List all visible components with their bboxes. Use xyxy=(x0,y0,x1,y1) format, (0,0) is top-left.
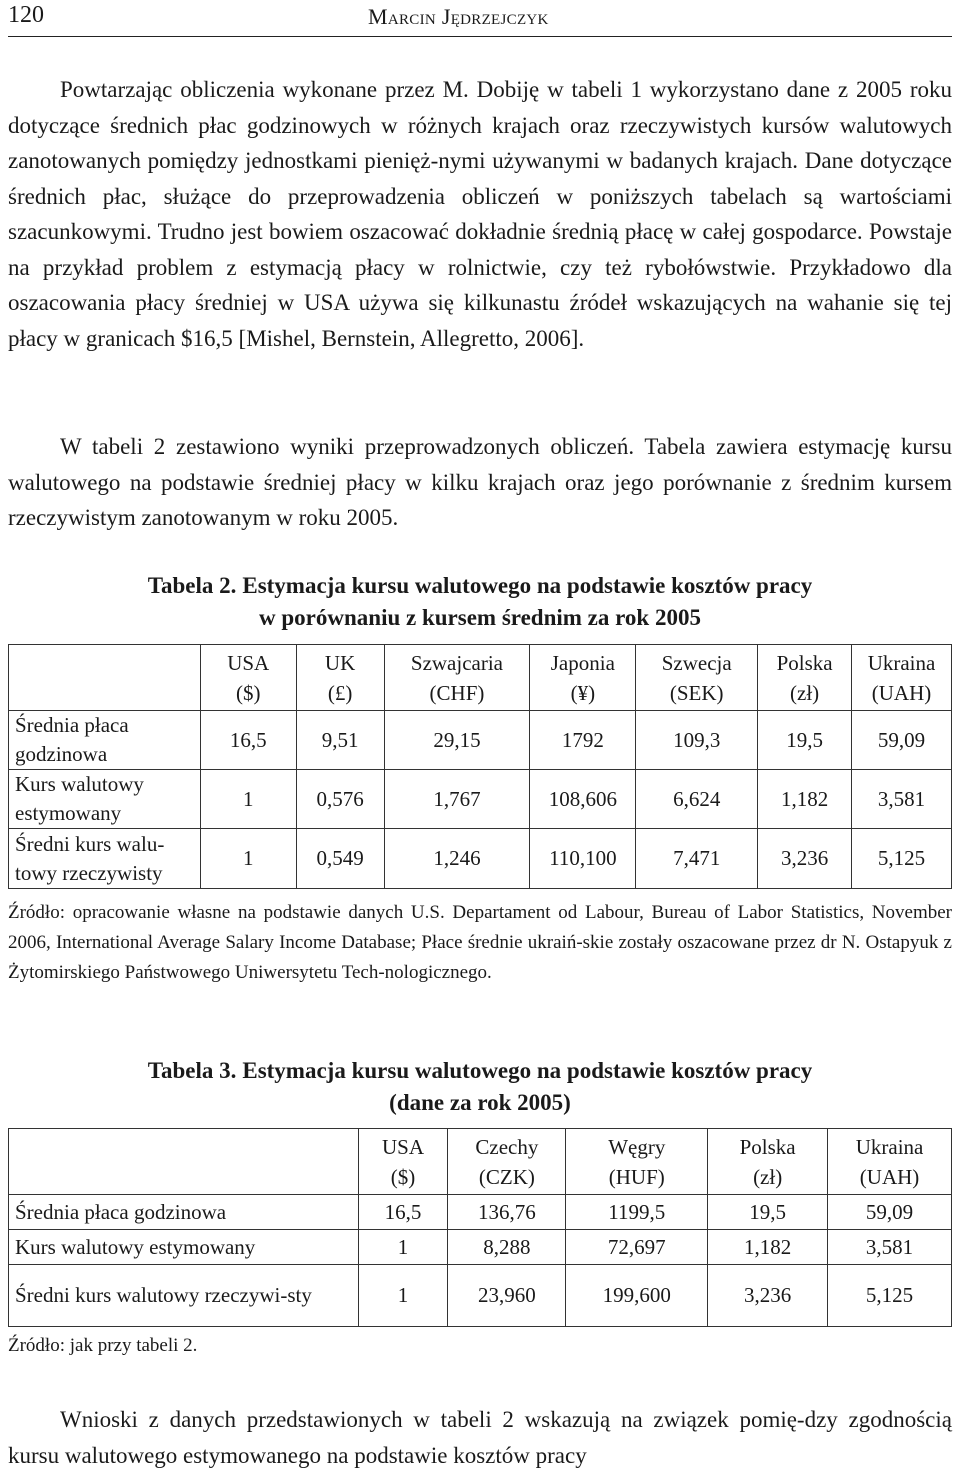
table3-col-header: Węgry (HUF) xyxy=(566,1129,708,1195)
table2-cell: 1 xyxy=(200,829,296,889)
table3-row-label: Średni kurs walutowy rzeczywi-sty xyxy=(9,1265,359,1327)
table3-caption-line2: (dane za rok 2005) xyxy=(389,1090,571,1115)
table2-row xyxy=(9,829,952,889)
table2-caption xyxy=(0,570,960,634)
table3-header-row xyxy=(9,1129,952,1195)
table2-col-header: Japonia (¥) xyxy=(530,645,636,711)
table2-col-header: Szwajcaria (CHF) xyxy=(384,645,530,711)
table2-caption-line2: w porównaniu z kursem średnim za rok 2005 xyxy=(259,605,701,630)
closing-paragraph: Wnioski z danych przedstawionych w tabeli 2 wskazują na związek pomię-dzy zgodnością kursu walutowego estymowanego na podstawie kosztów pracy xyxy=(8,1407,952,1468)
table3-corner xyxy=(9,1129,359,1195)
table2-cell: 3,236 xyxy=(758,829,852,889)
table3-row xyxy=(9,1195,952,1230)
table2-caption-lead: Tabela 2. xyxy=(147,573,237,598)
table2-row-label: Kurs walutowy estymowany xyxy=(9,770,201,829)
table2-cell: 7,471 xyxy=(636,829,758,889)
table3-row-label: Kurs walutowy estymowany xyxy=(9,1230,359,1265)
table2-row-label: Średni kurs walu-towy rzeczywisty xyxy=(9,829,201,889)
table3-col-header: Polska (zł) xyxy=(708,1129,828,1195)
table3-row xyxy=(9,1230,952,1265)
table3-cell: 1 xyxy=(358,1230,448,1265)
table2-cell: 3,581 xyxy=(852,770,952,829)
table2-cell: 1 xyxy=(200,770,296,829)
table3-cell: 8,288 xyxy=(448,1230,566,1265)
table2-cell: 29,15 xyxy=(384,711,530,770)
table2-cell: 108,606 xyxy=(530,770,636,829)
table2-col-header: Ukraina (UAH) xyxy=(852,645,952,711)
table3-cell: 23,960 xyxy=(448,1265,566,1327)
table2 xyxy=(8,644,952,889)
paragraph-1: Powtarzając obliczenia wykonane przez M. Dobiję w tabeli 1 wykorzystano dane z 2005 roku dotyczące średnich płac godzinowych w różnych krajach oraz rzeczywistych kursów walutowych zanotowanych pomiędzy jednostkami pienięż-nymi używanymi w badanych krajach. Dane dotyczące średnich płac, służące do przeprowadzenia obliczeń w poniższych tabelach są wartościami szacunkowymi. Trudno jest bowiem oszacować dokładnie średnią płacę w całej gospodarce. Powstaje na przykład problem z estymacją płacy w rolnictwie, czy też rybołówstwie. Przykładowo dla oszacowania płacy średniej w USA używa się kilkunastu źródeł wskazujących na wahanie się tej płacy w granicach $16,5 [Mishel, Bernstein, Allegretto, 2006]. xyxy=(8,77,952,351)
table3-row xyxy=(9,1265,952,1327)
table2-col-header: USA ($) xyxy=(200,645,296,711)
table2-caption-line1: Estymacja kursu walutowego na podstawie kosztów pracy xyxy=(242,573,813,598)
running-title: Marcin Jędrzejczyk xyxy=(368,4,549,29)
table3-cell: 19,5 xyxy=(708,1195,828,1230)
table2-cell: 0,576 xyxy=(296,770,384,829)
table3-col-header: Czechy (CZK) xyxy=(448,1129,566,1195)
table3-caption-line1: Estymacja kursu walutowego na podstawie kosztów pracy xyxy=(242,1058,813,1083)
table2-cell: 1,182 xyxy=(758,770,852,829)
table2-cell: 1,246 xyxy=(384,829,530,889)
table3-caption-lead: Tabela 3. xyxy=(147,1058,237,1083)
table3-cell: 1199,5 xyxy=(566,1195,708,1230)
table3-cell: 136,76 xyxy=(448,1195,566,1230)
table3-cell: 199,600 xyxy=(566,1265,708,1327)
table2-row-label: Średnia płaca godzinowa xyxy=(9,711,201,770)
table3-source: Źródło: jak przy tabeli 2. xyxy=(8,1335,198,1356)
table3-col-header: Ukraina (UAH) xyxy=(828,1129,952,1195)
table2-header-row xyxy=(9,645,952,711)
table2-cell: 110,100 xyxy=(530,829,636,889)
table3-cell: 59,09 xyxy=(828,1195,952,1230)
table2-cell: 1,767 xyxy=(384,770,530,829)
table3 xyxy=(8,1128,952,1327)
table2-cell: 16,5 xyxy=(200,711,296,770)
table2-cell: 1792 xyxy=(530,711,636,770)
paragraph-2: W tabeli 2 zestawiono wyniki przeprowadzonych obliczeń. Tabela zawiera estymację kursu walutowego na podstawie średniej płacy w kilku krajach oraz jego porównanie z średnim kursem rzeczywistym zanotowanym w roku 2005. xyxy=(8,434,952,530)
table3-cell: 3,581 xyxy=(828,1230,952,1265)
table3-row-label: Średnia płaca godzinowa xyxy=(9,1195,359,1230)
table3-cell: 16,5 xyxy=(358,1195,448,1230)
table2-source: Źródło: opracowanie własne na podstawie danych U.S. Departament od Labour, Bureau of Labor Statistics, November 2006, International Average Salary Income Database; Płace średnie ukraiń-skie zostały oszacowane przez dr N. Ostapyuk z Żytomirskiego Państwowego Uniwersytetu Tech-nologicznego. xyxy=(8,902,952,983)
table2-row xyxy=(9,770,952,829)
table3-cell: 1 xyxy=(358,1265,448,1327)
table2-cell: 109,3 xyxy=(636,711,758,770)
table2-cell: 59,09 xyxy=(852,711,952,770)
table2-col-header: Polska (zł) xyxy=(758,645,852,711)
table2-col-header: UK (£) xyxy=(296,645,384,711)
table2-col-header: Szwecja (SEK) xyxy=(636,645,758,711)
table2-cell: 0,549 xyxy=(296,829,384,889)
table3-cell: 5,125 xyxy=(828,1265,952,1327)
page-header xyxy=(8,0,952,37)
table2-cell: 9,51 xyxy=(296,711,384,770)
table2-row xyxy=(9,711,952,770)
table2-cell: 6,624 xyxy=(636,770,758,829)
table2-cell: 19,5 xyxy=(758,711,852,770)
table3-cell: 72,697 xyxy=(566,1230,708,1265)
table3-cell: 3,236 xyxy=(708,1265,828,1327)
table3-caption xyxy=(0,1055,960,1119)
table2-cell: 5,125 xyxy=(852,829,952,889)
table3-col-header: USA ($) xyxy=(358,1129,448,1195)
table3-cell: 1,182 xyxy=(708,1230,828,1265)
table2-corner xyxy=(9,645,201,711)
page-number: 120 xyxy=(8,2,44,28)
